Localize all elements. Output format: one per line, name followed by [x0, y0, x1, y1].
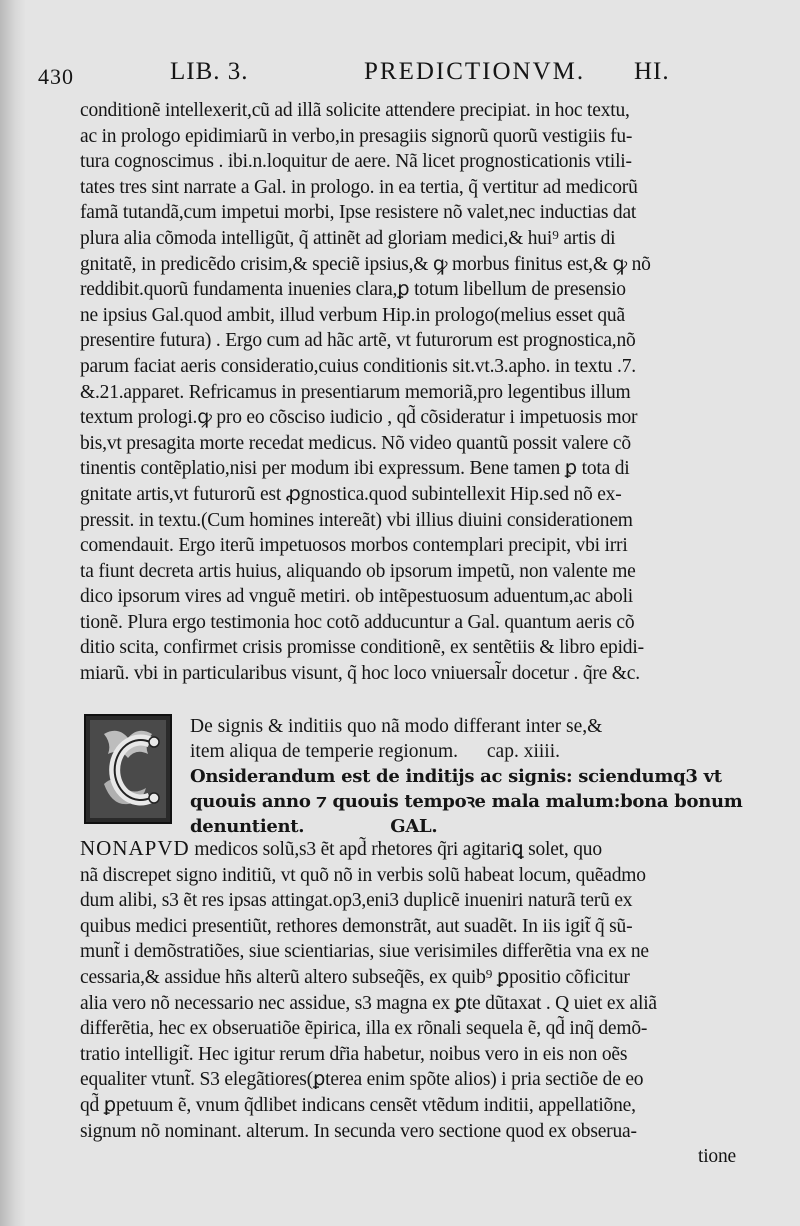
text-line: presentire futura) . Ergo cum ad hãc artẽ, vt futurorum est prognostica,nõ — [80, 330, 636, 352]
book-number: LIB. 3. — [170, 58, 249, 85]
text-line: ta fiunt decreta artis huius, aliquando ob ipsorum impetũ, non valente me — [80, 560, 636, 582]
lead-line-rest: medicos solũ,s3 ẽt apd̃ rhetores q̃ri agitariꝗ solet, quo — [189, 839, 602, 860]
body-text-bottom — [80, 836, 740, 1170]
text-line: equaliter vtunt̃. S3 elegãtiores(ꝑterea enim spõte alios) i pria sectiõe de eo — [80, 1069, 644, 1091]
text-line: famã tutandã,cum impetui morbi, Ipse resistere nõ valet,nec inductias dat — [80, 202, 637, 224]
text-line: reddibit.quorũ fundamenta inuenies clara,ꝑ totum libellum de presensio — [80, 279, 626, 301]
attribution: GAL. — [390, 816, 438, 837]
text-line: gnitatẽ, in predicẽdo crisim,& speciẽ ipsius,& ꝙ morbus finitus est,& ꝙ nõ — [80, 253, 651, 275]
text-line: alia vero nõ necessario nec assidue, s3 magna ex ꝑte dũtaxat . Q uiet ex aliã — [80, 992, 657, 1014]
text-line: tates tres sint narrate a Gal. in prologo. in ea tertia, q̃ vertitur ad medicorũ — [80, 176, 638, 198]
catchword: tione — [698, 1146, 736, 1168]
section-marker: HI. — [634, 58, 670, 85]
body-text-top — [80, 98, 740, 687]
lemma-line: Onsiderandum est de inditijs ac signis: sciendumq3 vt — [190, 766, 722, 787]
text-line — [80, 836, 740, 863]
text-line: tura cognoscimus . ibi.n.loquitur de aere. Nã licet prognosticationis vtili- — [80, 151, 632, 173]
text-line: conditionẽ intellexerit,cũ ad illã solicite attendere precipiat. in hoc textu, — [80, 100, 630, 121]
running-header — [38, 58, 700, 94]
text-line: comendauit. Ergo iterũ impetuosos morbos contemplari precipit, vbi irri — [80, 535, 628, 557]
text-line: munt̃ i demõstratiões, siue scientiarias, siue verisimiles differẽtia vna ex ne — [80, 941, 649, 963]
chapter-number: cap. xiiii. — [486, 741, 561, 762]
chapter-title-line: De signis & inditiis quo nã modo differant inter se,& — [190, 716, 603, 737]
chapter-heading — [190, 714, 750, 839]
decorated-initial-c-icon — [84, 714, 172, 824]
text-line: qd̃ ꝑpetuum ẽ, vnum q̃dlibet indicans censẽt vtẽdum inditii, appellatiõne, — [80, 1094, 636, 1116]
text-line: signum nõ nominant. alterum. In secunda vero sectione quod ex obserua- — [80, 1120, 637, 1142]
text-line: quibus medici presentiũt, rethores demonstrãt, aut suadẽt. In iis igit̃ q̃ sũ- — [80, 915, 633, 937]
text-line: dico ipsorum vires ad vnguẽ metiri. ob intẽpestuosum aduentum,ac aboli — [80, 586, 634, 608]
text-line: differẽtia, hec ex obseruatiõe ẽpirica, illa ex rõnali sequela ẽ, qd̃ inq̃ demõ- — [80, 1018, 648, 1040]
lemma-line: quouis anno ⁊ quouis tempoꝛe mala malum:bona bonum — [190, 791, 743, 812]
text-line: ac in prologo epidimiarũ in verbo,in presagiis signorũ quorũ vestigiis fu- — [80, 125, 633, 147]
text-line: ne ipsius Gal.quod ambit, illud verbum Hip.in prologo(melius esset quã — [80, 304, 625, 326]
chapter-title-line — [190, 739, 750, 764]
lemma-text: denuntient. — [190, 816, 305, 837]
text-line: &.21.apparet. Refricamus in presentiarum memoriã,pro legentibus illum — [80, 381, 631, 403]
text-line: cessaria,& assidue hñs alterũ altero subseq̃ẽs, ex quib⁹ ꝑpositio cõficitur — [80, 966, 630, 988]
chapter-block — [84, 714, 744, 837]
chapter-title-text: item aliqua de temperie regionum. — [190, 741, 459, 762]
text-line: gnitate artis,vt futurorũ est ꝓgnostica.quod subintellexit Hip.sed nõ ex- — [80, 483, 622, 505]
text-line: pressit. in textu.(Cum homines intereãt) vbi illius diuini considerationem — [80, 509, 633, 531]
text-line: tionẽ. Plura ergo testimonia hoc cotõ adducuntur a Gal. quantum aeris cõ — [80, 611, 635, 633]
text-line: miarũ. vbi in particularibus visunt, q̃ hoc loco vniuersal̃r docetur . q̃re &c. — [80, 663, 640, 685]
text-line: bis,vt presagita morte recedat medicus. Nõ video quantũ possit valere cõ — [80, 432, 631, 454]
text-line: ditio scita, confirmet crisis promisse conditionẽ, ex sentẽtiis & libro epidi- — [80, 637, 644, 659]
running-title: PREDICTIONVM. — [364, 58, 586, 85]
text-line: parum faciat aeris consideratio,cuius conditionis sit.vt.3.apho. in textu .7. — [80, 355, 636, 377]
text-line: tratio intelligit̃. Hec igitur rerum dr̃ia habetur, noibus vero in eis non oẽs — [80, 1043, 628, 1065]
text-line: plura alia cõmoda intelligũt, q̃ attinẽt ad gloriam medici,& hui⁹ artis di — [80, 227, 616, 249]
text-line: textum prologi.ꝙ pro eo cõsciso iudicio , qd̃ cõsideratur i impetuosis mor — [80, 407, 638, 429]
folio-number: 430 — [38, 64, 74, 89]
page-gutter-shadow — [0, 0, 26, 1226]
text-line: tinentis contẽplatio,nisi per modum ibi expressum. Bene tamen ꝑ tota di — [80, 458, 630, 480]
text-line: nã discrepet signo inditiũ, vt quõ nõ in verbis solũ habeat locum, quẽadmo — [80, 864, 646, 886]
lead-words: NONAPVD — [80, 836, 190, 860]
text-line: dum alibi, s3 ẽt res ipsas attingat.op3,eni3 duplicẽ inueniri naturã terũ ex — [80, 890, 633, 912]
